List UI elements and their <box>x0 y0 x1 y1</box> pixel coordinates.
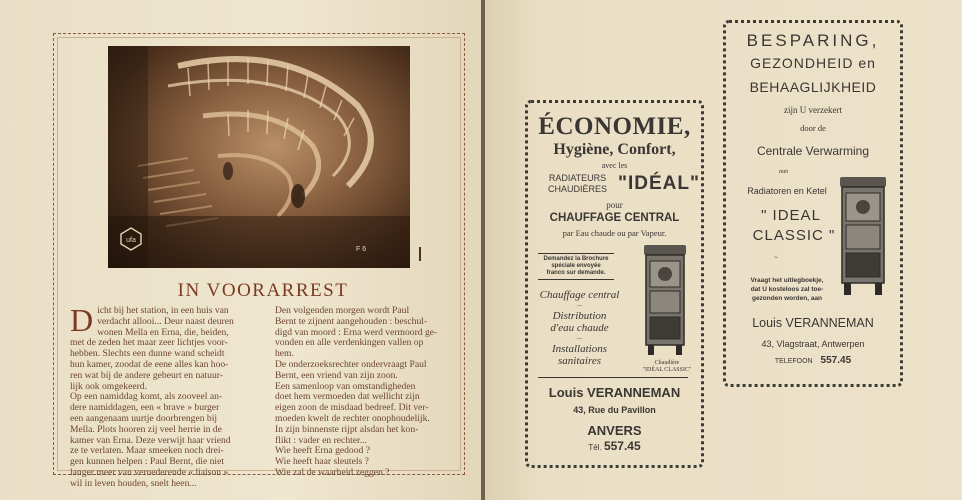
article-column-1 <box>70 302 260 490</box>
ufa-logo-text: ufa <box>126 237 136 244</box>
column2-line: Bernt te zijnent aangehouden : beschul- <box>275 315 428 327</box>
column1-line: gen kunnen helpen : Paul Bernt, die niet <box>70 456 224 468</box>
ad2-brand-1: " IDEAL <box>761 207 821 224</box>
column1-line: Op een namiddag komt, als zooveel an- <box>70 391 223 403</box>
column2-line: In zijn binnenste rijpt alsdan het kon- <box>275 423 419 435</box>
column1-line: een aangenaam uurtje doorbrengen bij <box>70 412 218 424</box>
column2-line: flikt : vader en rechter... <box>275 434 367 446</box>
ad1-feature-eau: d'eau chaude <box>550 322 609 334</box>
ad1-brochure-line1: Demandez la Brochure <box>543 256 609 262</box>
ad1-chaudieres: CHAUDIÈRES <box>547 184 607 194</box>
column2-line: Een samenloop van omstandigheden <box>275 380 416 392</box>
ad1-subheadline: Hygiène, Confort, <box>553 141 676 158</box>
ad1-address: 43, Rue du Pavillon <box>573 405 656 415</box>
margin-tick <box>419 247 421 261</box>
ad2-headline-1: BESPARING, <box>746 31 880 50</box>
ad1-city: ANVERS <box>587 423 642 438</box>
ad2-telephone <box>726 355 900 366</box>
ad2-sub-1: zijn U verzekert <box>784 105 842 115</box>
ad2-ornament: ~ <box>774 254 778 262</box>
column1-line: ze te verlaten. Maar smeeken noch drei- <box>70 445 224 457</box>
ad2-brand <box>736 206 846 246</box>
ad2-service: Centrale Verwarming <box>756 144 870 158</box>
article-title: IN VOORARREST <box>177 280 349 301</box>
column1-first-line: icht bij het station, in een huis van <box>97 305 229 316</box>
ad1-feature-installations: Installations <box>551 342 607 355</box>
ad1-products <box>530 173 625 195</box>
column2-line: moeden kwelt de rechter onophoudelijk. <box>275 412 430 424</box>
ad1-rule <box>538 377 688 378</box>
ad1-stove-caption-2: "IDÉAL CLASSIC" <box>642 367 692 373</box>
column1-line: dere namiddagen, een « brave » burger <box>70 402 220 414</box>
column2-line: Den volgenden morgen wordt Paul <box>275 305 410 316</box>
column2-line: Bernt, een vriend van zijn zoon. <box>275 369 398 381</box>
photo-code: F 6 <box>356 246 367 253</box>
column1-line: hun kamer, zoodat de eene alles kan hoo- <box>70 358 229 370</box>
column1-line: kamer van Erna. Deze verwijt haar vriend <box>70 434 231 446</box>
ad2-address: 43, Vlagstraat, Antwerpen <box>761 339 865 349</box>
column2-line: vonden en alle verdenkingen vallen op <box>275 337 424 349</box>
column2-line: doet hem vermoeden dat wellicht zijn <box>275 391 420 403</box>
ad2-info-1: Vraagt het uitlegboekje, <box>750 277 824 284</box>
ad1-feature-divider-1: — <box>576 302 583 309</box>
ad1-feature-distribution: Distribution <box>552 309 607 322</box>
ad1-brochure-line3: franco sur demande. <box>546 270 606 276</box>
ufa-logo-icon <box>119 227 143 251</box>
ad1-telephone <box>528 439 701 453</box>
column1-line: Mella. Plots hooren zij veel herrie in de <box>70 423 222 435</box>
ideal-economie-advert <box>525 100 704 468</box>
ad2-tel-label: TELEFOON <box>774 358 813 365</box>
ad1-tel-number: 557.45 <box>603 439 641 453</box>
column1-line: wil in leven houden, snelt heen... <box>70 477 197 489</box>
column2-line: Wie heeft haar sleutels ? <box>275 456 369 468</box>
ad1-feature-chauffage: Chauffage central <box>539 289 620 301</box>
ad1-features <box>532 289 627 368</box>
ideal-classic-boiler-image-2 <box>834 173 892 299</box>
ad1-par: par Eau chaude ou par Vapeur. <box>562 228 667 238</box>
ad1-tel-label: Tél. <box>588 443 602 452</box>
ad1-brochure-box <box>538 253 614 280</box>
column1-line: hebben. Slechts een dunne wand scheidt <box>70 348 225 360</box>
ad1-chauffage: CHAUFFAGE CENTRAL <box>549 212 680 224</box>
article-column-2 <box>275 306 455 479</box>
column2-line: hem. <box>275 348 294 360</box>
drop-cap: D <box>70 302 94 338</box>
ad1-feature-divider-2: — <box>576 335 583 342</box>
column1-line: lijk ook omgekeerd. <box>70 380 147 392</box>
column2-lines <box>275 306 455 479</box>
ad1-stove-caption <box>638 360 696 374</box>
column2-line: Wie heeft Erna gedood ? <box>275 445 370 457</box>
column2-line: digd van moord : Erna werd vermoord ge- <box>275 326 438 338</box>
ad1-radiateurs: RADIATEURS <box>548 173 607 183</box>
ad2-met: met <box>779 169 788 175</box>
ad1-feature-sanitaires: sanitaires <box>558 355 601 367</box>
ad2-headline-2: GEZONDHEID en <box>750 55 876 71</box>
ad2-dealer: Louis VERANNEMAN <box>752 316 874 330</box>
ad1-stove-caption-1: Chaudière <box>654 360 680 366</box>
ad2-brand-2: CLASSIC " <box>752 227 836 244</box>
ad2-product: Radiatoren en Ketel <box>747 186 827 196</box>
ad1-pour: pour <box>606 200 623 210</box>
ad2-sub-2: door de <box>800 123 826 133</box>
column1-line: wonen Mella en Erna, die, beiden, <box>97 326 229 338</box>
column1-line: langer meer van vernederende « liaison » <box>70 466 229 478</box>
column1-line: met de zeden het maar zeer lichtjes voor- <box>70 337 228 349</box>
ad1-brand: "IDÉAL" <box>618 173 701 194</box>
ad2-info-2: dat U kosteloos zal toe- <box>750 286 824 293</box>
column1-line: verdacht allooi... Deur naast deuren <box>97 315 234 327</box>
ad2-headline-3: BEHAAGLIJKHEID <box>749 79 877 95</box>
ideal-classic-boiler-image <box>638 241 692 359</box>
ad2-tel-number: 557.45 <box>820 355 852 366</box>
ad1-headline: ÉCONOMIE, <box>538 113 691 140</box>
column2-line: eigen zoon de misdaad bedreef. Dit ver- <box>275 402 429 414</box>
column2-line: De onderzoeksrechter ondervraagt Paul <box>275 358 427 370</box>
ad2-info-3: gezonden worden, aan <box>751 295 823 302</box>
column2-line: Wie zal de waarheid zeggen ? <box>275 466 390 478</box>
column1-line: ren wat bij de andere gebeurt en natuur- <box>70 369 223 381</box>
ideal-besparing-advert <box>723 20 903 387</box>
ad1-avec: avec les <box>601 161 628 170</box>
ad2-info <box>732 276 842 303</box>
column1-lines <box>70 317 260 490</box>
staircase-illustration <box>108 46 410 268</box>
ad1-brochure-line2: spéciale envoyée <box>551 263 601 269</box>
ad1-dealer: Louis VERANNEMAN <box>548 385 681 400</box>
staircase-photo <box>108 46 410 268</box>
